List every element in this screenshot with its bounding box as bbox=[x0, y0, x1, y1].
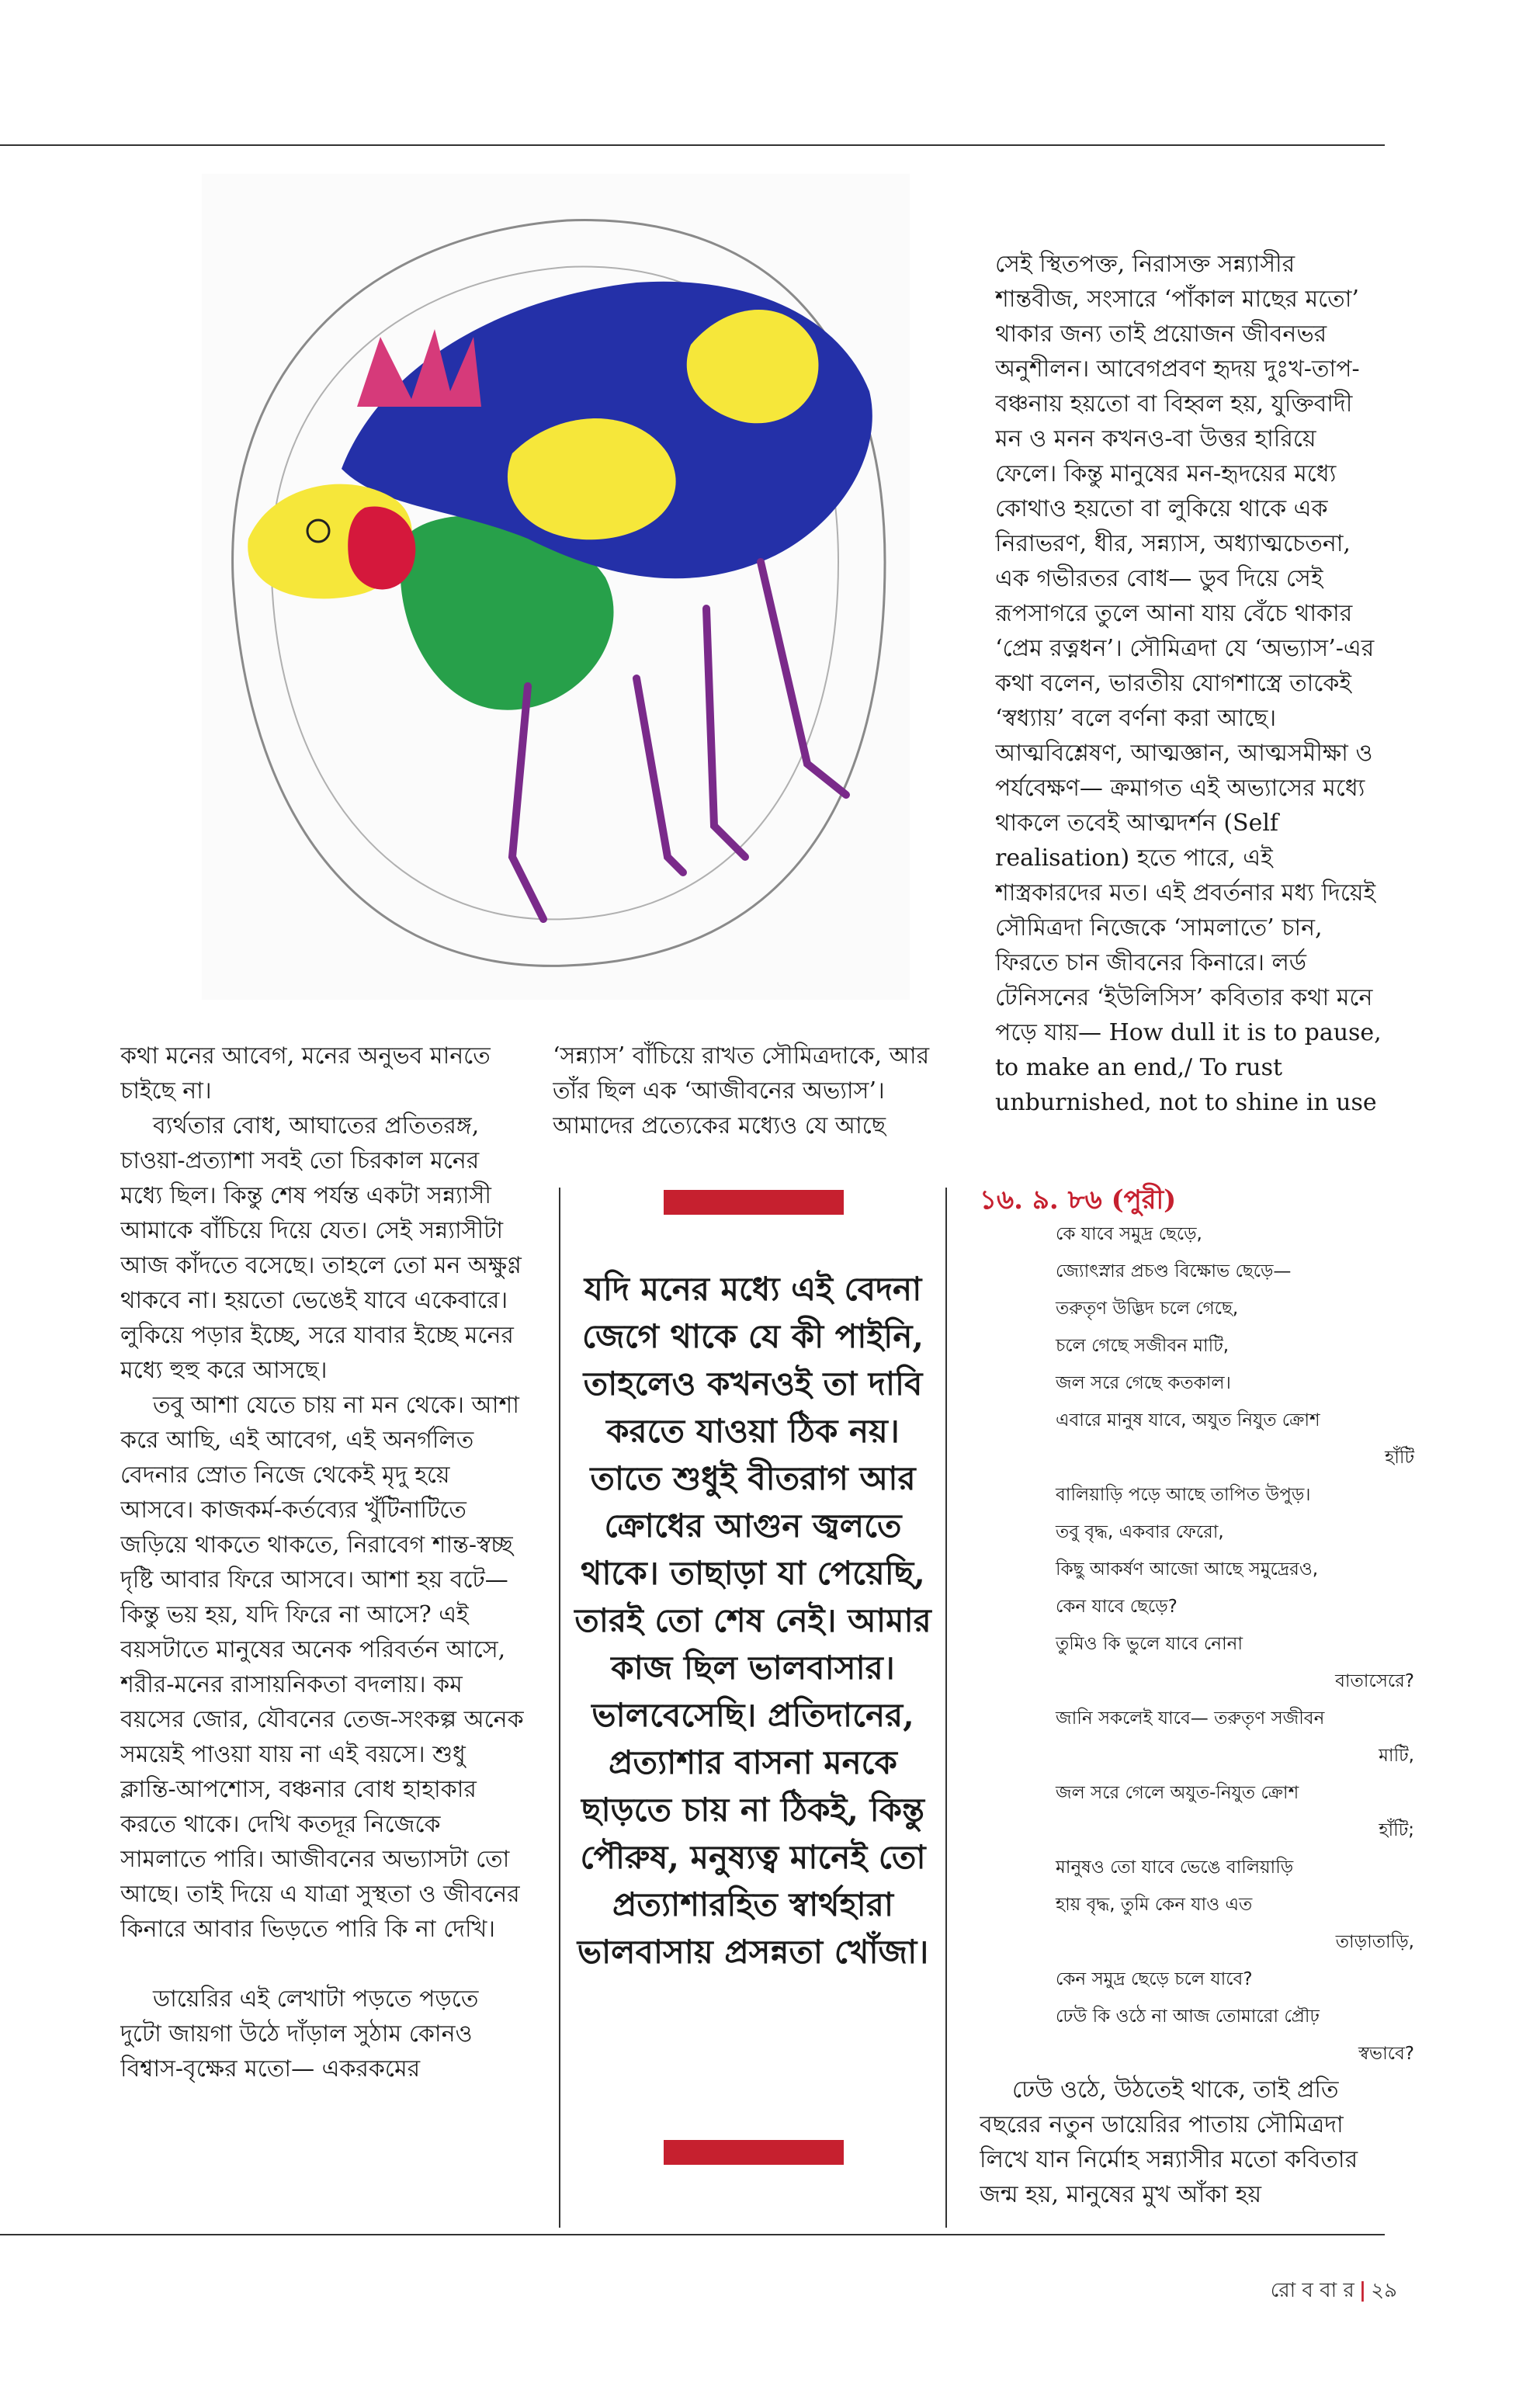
poem-line: কেন সমুদ্র ছেড়ে চলে যাবে? bbox=[1056, 1969, 1253, 1989]
footer-separator: | bbox=[1358, 2279, 1367, 2302]
poem-line: কিছু আকর্ষণ আজো আছে সমুদ্রেরও, bbox=[1056, 1559, 1319, 1580]
pull-quote: যদি মনের মধ্যে এই বেদনা জেগে থাকে যে কী পাইনি, তাহলেও কখনওই তা দাবি করতে যাওয়া ঠিক নয়। তাতে শুধুই বীতরাগ আর ক্রোধের আগুন জ্বলতে থাকে। তাছাড়া যা পেয়েছি, তারই তো শেষ নেই। আমার কাজ ছিল ভালবাসার। ভালবেসেছি। প্রতিদানের, প্রত্যাশার বাসনা মনকে ছাড়তে চায় না ঠিকই, কিন্তু পৌরুষ, মনুষ্যত্ব মানেই তো প্রত্যাশারহিত স্বার্থহারা ভালবাসায় প্রসন্নতা খোঁজা। bbox=[574, 1270, 931, 1971]
top-rule bbox=[0, 144, 1385, 146]
page-footer bbox=[1271, 2274, 1397, 2308]
poem-line: মাটি, bbox=[1379, 1746, 1414, 1766]
poem-line: জ্যোৎস্নার প্রচণ্ড বিক্ষোভ ছেড়ে— bbox=[1056, 1261, 1292, 1281]
magazine-name: রো ব বা র bbox=[1270, 2279, 1354, 2302]
poem-date-heading: ১৬. ৯. ৮৬ (পুরী) bbox=[980, 1184, 1177, 1216]
poem-line: হাঁটি; bbox=[1379, 1820, 1414, 1840]
poem-line: জল সরে গেছে কতকাল। bbox=[1056, 1373, 1231, 1393]
right-column-text: সেই স্থিতপক্ত, নিরাসক্ত সন্ন্যাসীর শান্তবীজ, সংসারে ‘পাঁকাল মাছের মতো’ থাকার জন্য তাই প্রয়োজন জীবনভর অনুশীলন। আবেগপ্রবণ হৃদয় দুঃখ-তাপ-বঞ্চনায় হয়তো বা বিহ্বল হয়, যুক্তিবাদী মন ও মনন কখনও-বা উত্তর হারিয়ে ফেলে। কিন্তু মানুষের মন-হৃদয়ের মধ্যে কোথাও হয়তো বা লুকিয়ে থাকে এক নিরাভরণ, ধীর, সন্ন্যাস, অধ্যাত্মচেতনা, এক গভীরতর বোধ— ডুব দিয়ে সেই রূপসাগরে তুলে আনা যায় বেঁচে থাকার ‘প্রেম রত্নধন’। সৌমিত্রদা যে ‘অভ্যাস’-এর কথা বলেন, ভারতীয় যোগশাস্ত্রে তাকেই ‘স্বধ্যায়’ বলে বর্ণনা করা আছে। আত্মবিশ্লেষণ, আত্মজ্ঞান, আত্মসমীক্ষা ও পর্যবেক্ষণ— ক্রমাগত এই অভ্যাসের মধ্যে থাকলে তবেই আত্মদর্শন (Self realisation) হতে পারে, এই শাস্ত্রকারদের মত। এই প্রবর্তনার মধ্য দিয়েই সৌমিত্রদা নিজেকে ‘সামলাতে’ চান, ফিরতে চান জীবনের কিনারে। লর্ড টেনিসনের ‘ইউলিসিস’ কবিতার কথা মনে পড়ে যায়— How dull it is to pause, to make an end,/ To rust unburnished, not to shine in use bbox=[995, 251, 1382, 1116]
right-column-closing bbox=[980, 2072, 1383, 2228]
middle-column-text: ‘সন্ন্যাস’ বাঁচিয়ে রাখত সৌমিত্রদাকে, আর তাঁর ছিল এক ‘আজীবনের অভ্যাস’। আমাদের প্রত্যেকের মধ্যেও যে আছে bbox=[553, 1042, 930, 1139]
pull-quote-top-bar bbox=[664, 1190, 844, 1215]
column-rule-right bbox=[945, 1188, 947, 2228]
left-column bbox=[120, 1039, 524, 2222]
column-rule-left bbox=[559, 1188, 560, 2228]
poem-line: বালিয়াড়ি পড়ে আছে তাপিত উপুড়। bbox=[1056, 1485, 1311, 1505]
poem-line: হাঁটি bbox=[1385, 1448, 1414, 1468]
poem-line: মানুষও তো যাবে ভেঙে বালিয়াড়ি bbox=[1056, 1857, 1294, 1878]
poem-line: জানি সকলেই যাবে— তরুতৃণ সজীবন bbox=[1056, 1708, 1325, 1729]
poem-line: স্বভাবে? bbox=[1358, 2044, 1414, 2064]
poem-line: তুমিও কি ভুলে যাবে নোনা bbox=[1056, 1634, 1243, 1654]
pull-quote-bottom-bar bbox=[664, 2140, 844, 2165]
poem-line: চলে গেছে সজীবন মাটি, bbox=[1056, 1336, 1230, 1356]
page-number: ২৯ bbox=[1371, 2279, 1397, 2302]
poem-line: তাড়াতাড়ি, bbox=[1335, 1932, 1414, 1952]
poem-line: জল সরে গেলে অযুত-নিযুত ক্রোশ bbox=[1056, 1783, 1299, 1803]
poem-line: তরুতৃণ উদ্ভিদ চলে গেছে, bbox=[1056, 1299, 1239, 1319]
left-paragraph-1: কথা মনের আবেগ, মনের অনুভব মানতে চাইছে না। bbox=[120, 1042, 491, 1105]
left-paragraph-3: তবু আশা যেতে চায় না মন থেকে। আশা করে আছি, এই আবেগ, এই অনর্গলিত বেদনার স্রোত নিজে থেকেই মৃদু হয়ে আসবে। কাজকর্ম-কর্তব্যের খুঁটিনাটিতে জড়িয়ে থাকতে থাকতে, নিরাবেগ শান্ত-স্বচ্ছ দৃষ্টি আবার ফিরে আসবে। আশা হয় বটে— কিন্তু ভয় হয়, যদি ফিরে না আসে? এই বয়সটাতে মানুষের অনেক পরিবর্তন আসে, শরীর-মনের রাসায়নিকতা বদলায়। কম বয়সের জোর, যৌবনের তেজ-সংকল্প অনেক সময়েই পাওয়া যায় না এই বয়সে। শুধু ক্লান্তি-আপশোস, বঞ্চনার বোধ হাহাকার করতে থাকে। দেখি কতদূর নিজেকে সামলাতে পারি। আজীবনের অভ্যাসটা তো আছে। তাই দিয়ে এ যাত্রা সুস্থতা ও জীবনের কিনারে আবার ভিড়তে পারি কি না দেখি। bbox=[120, 1392, 524, 1943]
poem-line: হায় বৃদ্ধ, তুমি কেন যাও এত bbox=[1056, 1895, 1253, 1915]
poem-line: কেন যাবে ছেড়ে? bbox=[1056, 1597, 1178, 1617]
poem bbox=[1056, 1216, 1414, 2072]
left-paragraph-2: ব্যর্থতার বোধ, আঘাতের প্রতিতরঙ্গ, চাওয়া-প্রত্যাশা সবই তো চিরকাল মনের মধ্যে ছিল। কিন্তু শেষ পর্যন্ত একটা সন্ন্যাসী আমাকে বাঁচিয়ে দিয়ে যেত। সেই সন্ন্যাসীটা আজ কাঁদতে বসেছে। তাহলে তো মন অক্ষুণ্ণ থাকবে না। হয়তো ভেঙেই যাবে একেবারে। লুকিয়ে পড়ার ইচ্ছে, সরে যাবার ইচ্ছে মনের মধ্যে হুহু করে আসছে। bbox=[120, 1112, 522, 1384]
poem-line: তবু বৃদ্ধ, একবার ফেরো, bbox=[1056, 1522, 1224, 1542]
poem-line: কে যাবে সমুদ্র ছেড়ে, bbox=[1056, 1224, 1202, 1244]
poem-line: এবারে মানুষ যাবে, অযুত নিযুত ক্রোশ bbox=[1056, 1410, 1320, 1431]
poem-line: ঢেউ কি ওঠে না আজ তোমারো প্রৌঢ় bbox=[1056, 2006, 1320, 2027]
bottom-rule bbox=[0, 2234, 1385, 2235]
left-paragraph-4: ডায়েরির এই লেখাটা পড়তে পড়তে দুটো জায়গা উঠে দাঁড়াল সুঠাম কোনও বিশ্বাস-বৃক্ষের মতো— একরকমের bbox=[120, 1985, 479, 2083]
sketch-illustration bbox=[202, 174, 910, 1000]
poem-line: বাতাসেরে? bbox=[1335, 1671, 1414, 1691]
closing-paragraph: ঢেউ ওঠে, উঠতেই থাকে, তাই প্রতি বছরের নতুন ডায়েরির পাতায় সৌমিত্রদা লিখে যান নির্মোহ সন্ন্যাসীর মতো কবিতার জন্ম হয়, মানুষের মুখ আঁকা হয় bbox=[980, 2076, 1358, 2208]
